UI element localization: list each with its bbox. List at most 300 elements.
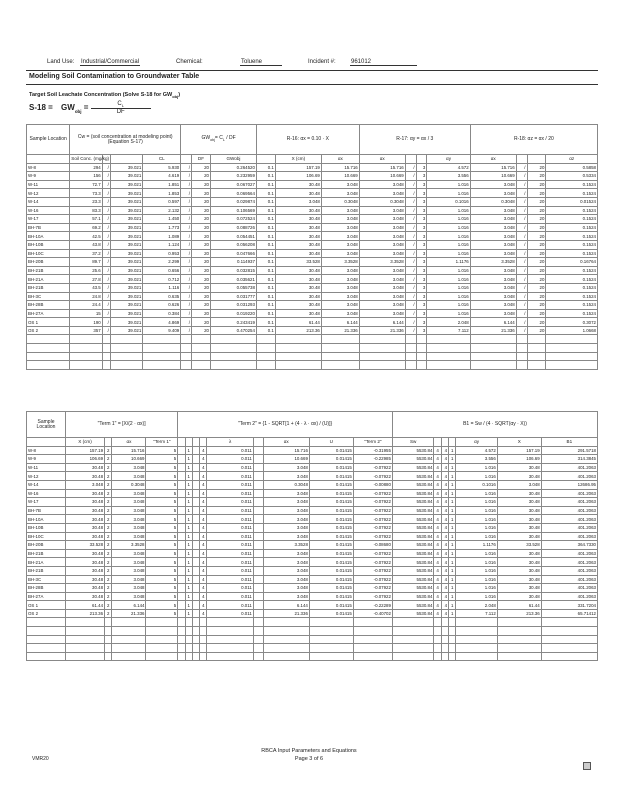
table-cell: 30.48 <box>275 206 321 215</box>
table-cell: / <box>181 223 192 232</box>
table-cell: BH-21A <box>27 558 66 567</box>
table-row <box>27 635 598 644</box>
table-cell: 4 <box>441 515 448 524</box>
table-cell: 7.112 <box>456 609 497 618</box>
table-cell: 3.048 <box>359 266 405 275</box>
table-cell: 401.2063 <box>541 472 597 481</box>
table-cell <box>353 644 392 653</box>
table-cell: 20 <box>527 309 546 318</box>
table-cell: / <box>405 275 416 284</box>
table-cell <box>192 532 199 541</box>
table-cell: 4 <box>434 515 441 524</box>
t1-sub <box>256 155 275 164</box>
table-cell: 0.5334 <box>546 172 598 181</box>
table-cell: 5530.84 <box>392 455 433 464</box>
t2-sub <box>441 438 448 447</box>
table-cell <box>102 352 110 361</box>
table-cell: / <box>102 309 110 318</box>
table-row <box>27 523 598 532</box>
table-cell <box>263 635 309 644</box>
table-cell: -0.07922 <box>353 558 392 567</box>
table-cell: 1.0668 <box>546 326 598 335</box>
table-cell: 10.669 <box>321 172 359 181</box>
table-cell: 3.048 <box>112 506 146 515</box>
table-cell <box>359 344 405 353</box>
table-cell: 2 <box>105 498 112 507</box>
table-cell: / <box>102 326 110 335</box>
table-cell: 401.2063 <box>541 549 597 558</box>
table-cell: 0.011 <box>207 480 253 489</box>
table-cell: / <box>102 318 110 327</box>
table-cell: 0.01415 <box>309 498 353 507</box>
table-cell: 20 <box>192 258 211 267</box>
equation-fraction <box>91 101 151 115</box>
table-cell: -0.07922 <box>353 575 392 584</box>
table-cell: 0.953 <box>143 249 181 258</box>
table-cell: 213.36 <box>497 609 541 618</box>
equation-lhs: S-18 = <box>29 103 53 113</box>
table-cell: 1 <box>185 523 192 532</box>
table-cell <box>516 344 527 353</box>
table-cell: 5530.84 <box>392 515 433 524</box>
table-cell: 5530.84 <box>392 566 433 575</box>
table-cell: / <box>405 223 416 232</box>
table-cell: 3.048 <box>263 549 309 558</box>
table-cell: 5530.84 <box>392 532 433 541</box>
table-cell: 3.048 <box>470 206 516 215</box>
table-cell <box>253 489 263 498</box>
table-cell <box>253 532 263 541</box>
table-cell <box>427 352 470 361</box>
table-cell: 3.048 <box>112 472 146 481</box>
land-use-label: Land Use: <box>47 59 75 65</box>
table-cell: 30.48 <box>275 180 321 189</box>
table-cell <box>541 627 597 636</box>
table-cell: 3.048 <box>112 515 146 524</box>
t1-header-gw-subscript: obj <box>210 138 215 142</box>
table-cell: 0.626 <box>143 301 181 310</box>
table-cell: 0.1524 <box>546 266 598 275</box>
table-cell: 3.048 <box>263 584 309 593</box>
table-cell: 0.1016 <box>456 480 497 489</box>
table-cell: 10.669 <box>263 455 309 464</box>
t2-sub <box>434 438 441 447</box>
table-cell: 3.048 <box>112 532 146 541</box>
table-cell <box>185 644 192 653</box>
table-cell: 1 <box>449 463 456 472</box>
table-cell <box>256 335 275 344</box>
table-cell: 72.7 <box>70 180 102 189</box>
table-cell: -0.07922 <box>353 463 392 472</box>
t2-sub <box>105 438 112 447</box>
table-cell: / <box>516 240 527 249</box>
table-cell: 357 <box>70 326 102 335</box>
table-cell <box>456 652 497 661</box>
t1-sub: αx <box>359 155 405 164</box>
table-cell: 0.1 <box>256 215 275 224</box>
table-cell: / <box>405 301 416 310</box>
table-cell <box>253 541 263 550</box>
table-cell <box>146 652 178 661</box>
t2-sub: αy <box>456 438 497 447</box>
table-cell: 3.048 <box>263 472 309 481</box>
equation-s18: $S-18 = GW_{obj}$ = $\frac{C_L}{DF}$ <box>29 101 151 115</box>
table-cell <box>527 352 546 361</box>
table-cell: 106.69 <box>66 455 105 464</box>
table-cell: 401.2063 <box>541 463 597 472</box>
table-cell: 1 <box>185 489 192 498</box>
table-cell <box>434 635 441 644</box>
table-cell: 4 <box>434 541 441 550</box>
table-cell: 3.048 <box>359 309 405 318</box>
table-cell: 30.48 <box>275 283 321 292</box>
table-cell: / <box>516 326 527 335</box>
table-cell <box>516 352 527 361</box>
table-cell: 3.048 <box>263 506 309 515</box>
table-cell <box>256 361 275 370</box>
t2-sub: αx <box>112 438 146 447</box>
table-cell <box>353 627 392 636</box>
table-cell: / <box>102 301 110 310</box>
table-cell <box>309 644 353 653</box>
table-cell: 23.3 <box>70 197 102 206</box>
t1-sub: Soil Conc. (mg/kg) <box>71 156 110 162</box>
table-cell: 3.048 <box>321 301 359 310</box>
table-cell <box>309 652 353 661</box>
table-cell: 1.016 <box>456 498 497 507</box>
table-row <box>27 455 598 464</box>
table-cell: 20 <box>527 249 546 258</box>
table-cell: 0.1 <box>256 275 275 284</box>
table-row <box>27 541 598 550</box>
table-cell: / <box>181 206 192 215</box>
table-cell: 1 <box>449 566 456 575</box>
table-cell: 1 <box>449 498 456 507</box>
table-cell: / <box>181 266 192 275</box>
table-cell: 2.299 <box>143 258 181 267</box>
table-cell: -0.07922 <box>353 515 392 524</box>
table-cell: 3.048 <box>263 498 309 507</box>
land-use-text: Industrial/Commercial <box>81 59 140 65</box>
table-cell: 20 <box>192 292 211 301</box>
table-cell: 20 <box>527 215 546 224</box>
t1-sub: αx <box>321 155 359 164</box>
section-rule-top <box>26 70 598 71</box>
table-cell: -0.07922 <box>353 532 392 541</box>
table-row <box>27 326 598 335</box>
table-cell <box>181 352 192 361</box>
table-cell: 3.048 <box>321 206 359 215</box>
table-row <box>27 318 598 327</box>
table-cell <box>192 644 199 653</box>
table-cell: 25.6 <box>70 266 102 275</box>
table-cell: 0.01415 <box>309 472 353 481</box>
table-cell: 1.016 <box>427 232 470 241</box>
table-cell <box>110 344 142 353</box>
table-cell: / <box>181 232 192 241</box>
table-cell: / <box>516 266 527 275</box>
t1-sub <box>416 155 427 164</box>
table-cell: -0.07922 <box>353 506 392 515</box>
table-cell: 0.712 <box>143 275 181 284</box>
table-cell <box>392 627 433 636</box>
table-cell: 3.048 <box>321 309 359 318</box>
table-cell: 2 <box>105 558 112 567</box>
table-cell: 4 <box>434 472 441 481</box>
table-cell: 4.572 <box>427 163 470 172</box>
table-cell: 20 <box>527 283 546 292</box>
table-cell <box>275 352 321 361</box>
table-cell: 3 <box>416 301 427 310</box>
t2-sub <box>178 438 185 447</box>
table-cell: / <box>516 249 527 258</box>
table-cell: 30.48 <box>66 515 105 524</box>
table-cell: 89.7 <box>70 258 102 267</box>
table-cell: 0.011 <box>207 515 253 524</box>
table-cell <box>392 635 433 644</box>
table-cell <box>416 361 427 370</box>
table-cell: 0.011 <box>207 446 253 455</box>
t1-header-cw: Cw = (soil concentration at modeling point) (Equation S-17) <box>70 125 181 155</box>
table-cell: 0.011 <box>207 549 253 558</box>
table-cell: 4 <box>200 566 207 575</box>
table-cell <box>210 344 256 353</box>
t2-sub: X <box>497 438 541 447</box>
table-cell <box>178 652 185 661</box>
table-cell <box>143 335 181 344</box>
table-cell: BH-3C <box>27 292 70 301</box>
table-cell <box>405 335 416 344</box>
table-cell: 3 <box>416 197 427 206</box>
table-cell: 1.016 <box>427 301 470 310</box>
table-cell <box>321 361 359 370</box>
table-cell: 4 <box>441 446 448 455</box>
table-cell: 0.3048 <box>263 480 309 489</box>
table-cell: BH-28B <box>27 584 66 593</box>
table-cell <box>441 652 448 661</box>
incident-value <box>350 59 417 66</box>
table-cell: 5 <box>146 446 178 455</box>
table-cell <box>527 344 546 353</box>
table-cell: 5 <box>146 549 178 558</box>
table-cell <box>143 344 181 353</box>
table-cell: 4 <box>441 506 448 515</box>
table-cell: 2 <box>105 455 112 464</box>
table-cell <box>253 601 263 610</box>
table-cell: 3.048 <box>275 197 321 206</box>
table-cell: BH-10A <box>27 232 70 241</box>
table-cell: BH-27A <box>27 309 70 318</box>
table-cell <box>392 644 433 653</box>
table-cell: 30.48 <box>497 498 541 507</box>
table-cell <box>359 352 405 361</box>
table-cell <box>253 506 263 515</box>
table-cell: 3.048 <box>263 592 309 601</box>
table-row <box>27 344 598 353</box>
table-cell <box>192 549 199 558</box>
table-cell: 364.7330 <box>541 541 597 550</box>
table-cell: 0.067027 <box>210 180 256 189</box>
table-cell: -0.08680 <box>353 541 392 550</box>
table-cell: 0.011 <box>207 532 253 541</box>
table-cell: 20 <box>527 197 546 206</box>
table-cell: 0.01415 <box>309 592 353 601</box>
table-cell: 3.3528 <box>263 541 309 550</box>
table-cell: 39.021 <box>110 197 142 206</box>
table-cell: 20 <box>527 172 546 181</box>
table-cell: 0.1 <box>256 232 275 241</box>
table-cell: BH-20B <box>27 541 66 550</box>
table-cell: 0.01415 <box>309 584 353 593</box>
table-cell <box>405 352 416 361</box>
table-cell: 6.144 <box>470 318 516 327</box>
t2-sub: αx <box>263 438 309 447</box>
table-cell: 6.144 <box>263 601 309 610</box>
table-cell: 5 <box>146 541 178 550</box>
table-cell: 3.048 <box>359 180 405 189</box>
table-cell: 3.048 <box>112 592 146 601</box>
table-cell <box>178 635 185 644</box>
table-cell: / <box>516 275 527 284</box>
t2-header-term2: "Term 2" = {1 - SQRT[1 + (4 · λ · αx) / (U)]} <box>178 412 393 438</box>
table-cell <box>263 618 309 627</box>
equation-gw: GW <box>61 103 75 113</box>
table-row <box>27 644 598 653</box>
subtitle: Target Soil Leachate Concentration (Solve S-18 for $GW_{obj}$) <box>29 92 181 100</box>
table-cell: 0.088726 <box>210 223 256 232</box>
table-cell: 1 <box>185 455 192 464</box>
table-cell: 3.048 <box>321 240 359 249</box>
table-cell: 83.3 <box>70 206 102 215</box>
table-cell: 20 <box>192 172 211 181</box>
table-cell <box>263 644 309 653</box>
table-cell: 20 <box>192 275 211 284</box>
table-cell: 4 <box>441 541 448 550</box>
table-cell: 0.470254 <box>210 326 256 335</box>
table-cell: 3.048 <box>359 206 405 215</box>
section-title: Modeling Soil Contamination to Groundwater Table <box>29 73 200 80</box>
table-cell: 401.2063 <box>541 584 597 593</box>
table-cell: 30.48 <box>497 584 541 593</box>
table-cell: 1 <box>449 558 456 567</box>
table-cell: 30.48 <box>275 266 321 275</box>
table-cell: 3 <box>416 163 427 172</box>
table-cell: 401.2063 <box>541 523 597 532</box>
table-cell <box>192 361 211 370</box>
table-cell: 3.048 <box>497 480 541 489</box>
table-cell: 39.021 <box>110 326 142 335</box>
t2-sub: Sw <box>392 438 433 447</box>
table-cell: 39.021 <box>110 309 142 318</box>
table-cell: 1.1176 <box>427 258 470 267</box>
table-cell: BH-10C <box>27 249 70 258</box>
table-row <box>27 463 598 472</box>
table-cell <box>178 558 185 567</box>
table-cell <box>441 618 448 627</box>
table-cell: 157.19 <box>497 446 541 455</box>
table-cell: / <box>181 301 192 310</box>
table-cell: 39.021 <box>110 240 142 249</box>
table-cell: 5 <box>146 498 178 507</box>
table-cell: -0.07922 <box>353 472 392 481</box>
t2-sub: "Term 1" <box>146 438 178 447</box>
table-cell: / <box>181 309 192 318</box>
table-cell: 1.016 <box>456 592 497 601</box>
table-cell: 4 <box>441 584 448 593</box>
table-row <box>27 249 598 258</box>
table-cell: 20 <box>527 266 546 275</box>
table-cell: 3.048 <box>321 180 359 189</box>
table-cell: 5530.84 <box>392 575 433 584</box>
table-cell <box>178 455 185 464</box>
table-row <box>27 197 598 206</box>
table-cell: 39.021 <box>110 215 142 224</box>
table-cell: 0.011 <box>207 566 253 575</box>
table-cell: 0.031293 <box>210 301 256 310</box>
table-cell: W-12 <box>27 189 70 198</box>
table-cell: 3.048 <box>321 189 359 198</box>
table-cell: 2 <box>105 601 112 610</box>
table-cell: 0.264520 <box>210 163 256 172</box>
table-cell: 3.3528 <box>359 258 405 267</box>
table-cell: 6.144 <box>112 601 146 610</box>
table-cell: / <box>102 249 110 258</box>
table-row <box>27 172 598 181</box>
table-cell: 1 <box>185 575 192 584</box>
table-cell: / <box>102 275 110 284</box>
table-cell: 30.48 <box>275 292 321 301</box>
table-cell: 3.048 <box>321 275 359 284</box>
table-cell: 4 <box>434 506 441 515</box>
table-cell <box>470 352 516 361</box>
table-cell: 3.048 <box>470 215 516 224</box>
table-cell: 3.048 <box>321 266 359 275</box>
table-cell: 39.021 <box>110 292 142 301</box>
table-cell <box>192 635 199 644</box>
table-cell: 1.450 <box>143 215 181 224</box>
table-cell: 3.048 <box>470 180 516 189</box>
table-cell: / <box>181 249 192 258</box>
table-cell: 1.773 <box>143 223 181 232</box>
table-cell: -0.22289 <box>353 601 392 610</box>
table-cell: 20 <box>192 215 211 224</box>
table-row <box>27 240 598 249</box>
table-cell: / <box>102 189 110 198</box>
table-cell <box>321 344 359 353</box>
table-cell <box>192 575 199 584</box>
table-cell <box>181 361 192 370</box>
table-cell <box>253 627 263 636</box>
table-cell: / <box>181 283 192 292</box>
table-cell: 5530.84 <box>392 498 433 507</box>
t1-sub: αz <box>546 155 598 164</box>
table-cell: 4 <box>441 532 448 541</box>
table-cell: 2 <box>105 463 112 472</box>
table-cell: 20 <box>527 223 546 232</box>
table-cell: 1 <box>449 592 456 601</box>
table-cell: 3 <box>416 275 427 284</box>
table-cell <box>256 344 275 353</box>
table-cell <box>456 635 497 644</box>
t2-header-sample: Sample Location <box>27 412 66 438</box>
table-cell: 5 <box>146 463 178 472</box>
table-cell <box>192 446 199 455</box>
table-cell <box>434 627 441 636</box>
table-cell: 5530.84 <box>392 601 433 610</box>
table-cell: 3.556 <box>427 172 470 181</box>
table-cell <box>110 361 142 370</box>
table-cell: 106.69 <box>275 172 321 181</box>
